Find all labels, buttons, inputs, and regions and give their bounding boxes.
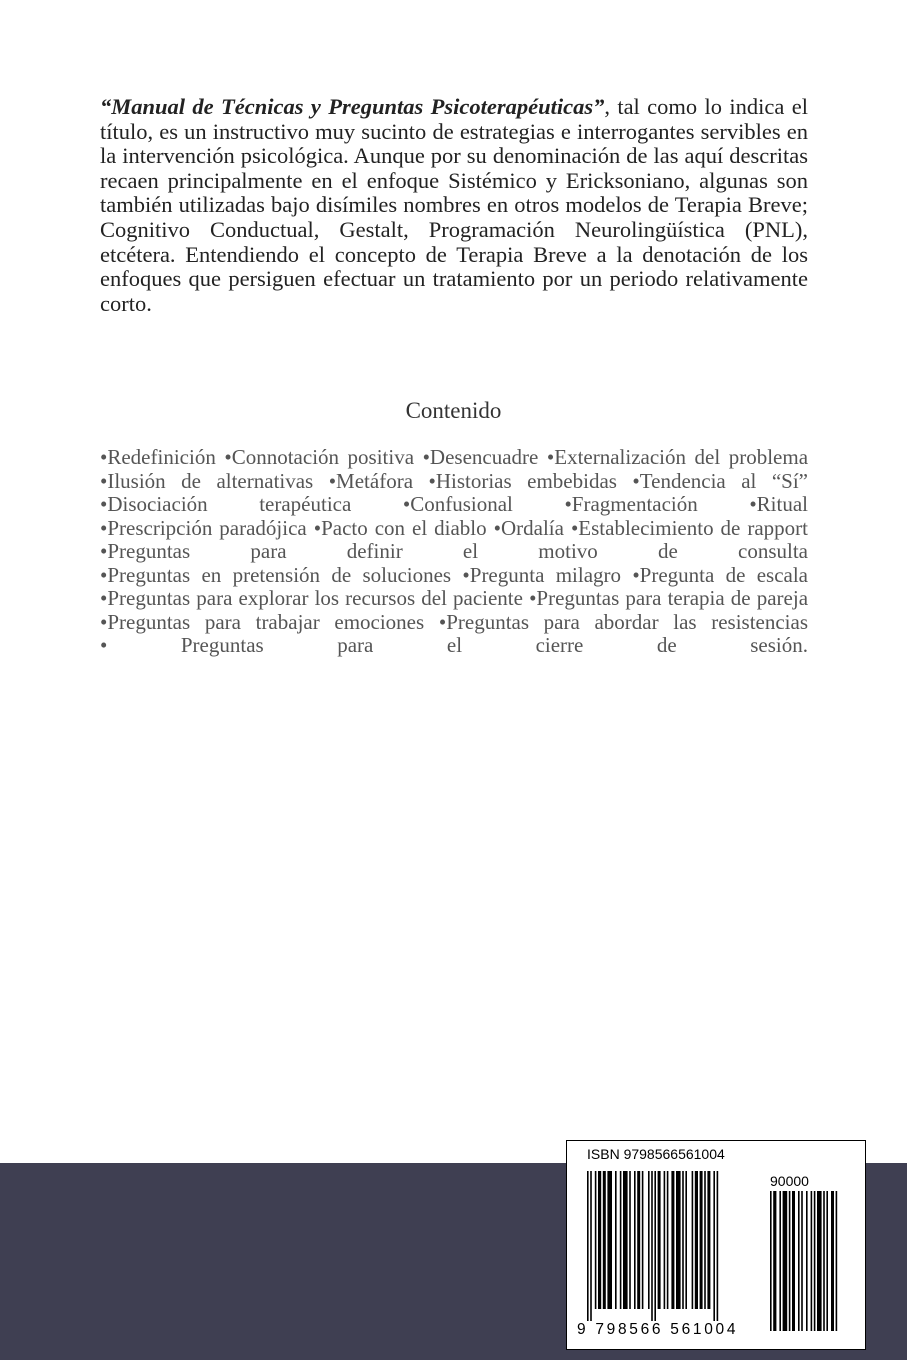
barcode-bar: [648, 1171, 650, 1309]
contents-item: •Establecimiento de rapport: [570, 515, 808, 540]
contents-item: •Preguntas para trabajar emociones: [100, 609, 425, 634]
barcode-bar: [607, 1171, 612, 1309]
contents-item: •Desencuadre: [422, 445, 539, 469]
barcode-bar: [620, 1171, 622, 1309]
contents-item: •Preguntas en pretensión de soluciones: [100, 562, 452, 587]
barcode-bar: [836, 1191, 838, 1331]
contents-item: •Pregunta de escala: [632, 562, 809, 587]
contents-item: •Tendencia al “Sí”: [632, 468, 808, 493]
barcode-bar: [779, 1191, 781, 1331]
barcode-bar: [595, 1171, 597, 1309]
addon-barcode: [770, 1191, 844, 1343]
barcode-bar: [707, 1171, 710, 1309]
ean-digits: 9 798566 561004: [577, 1321, 739, 1338]
contents-heading: Contenido: [405, 398, 502, 423]
barcode-bar: [770, 1191, 772, 1331]
barcode-bar: [637, 1171, 640, 1309]
barcode-bar: [831, 1191, 834, 1331]
contents-item: •Connotación positiva: [224, 445, 415, 469]
ean-barcode: [587, 1171, 757, 1329]
contents-item: •Redefinición: [100, 445, 216, 469]
contents-item: •Confusional: [402, 492, 513, 516]
barcode-bar: [692, 1171, 694, 1309]
barcode-bar: [814, 1191, 816, 1331]
barcode-bar: [826, 1191, 828, 1331]
barcode-bar: [587, 1171, 589, 1321]
barcode-bar: [664, 1171, 666, 1309]
contents-item: •Preguntas para explorar los recursos del paciente: [100, 586, 523, 610]
barcode-bar: [798, 1191, 800, 1331]
barcode-bar: [704, 1171, 706, 1309]
barcode-bar: [773, 1191, 776, 1331]
barcode-bar: [806, 1191, 808, 1331]
barcode-bar: [671, 1171, 674, 1309]
barcode-bar: [654, 1171, 656, 1321]
contents-item: •Historias embebidas: [428, 468, 617, 493]
barcode-bar: [667, 1171, 669, 1309]
barcode-bar: [700, 1171, 703, 1309]
barcode-bar: [634, 1171, 636, 1309]
barcode-bar: [717, 1171, 719, 1321]
barcode-bar: [811, 1191, 813, 1331]
barcode-bar: [713, 1171, 715, 1321]
contents-item: •Prescripción paradójica: [100, 515, 307, 540]
contents-item: •Pacto con el diablo: [313, 515, 487, 540]
intro-text: , tal como lo indica el título, es un instructivo muy sucinto de estrategias e interrogantes servibles en la intervención psicológica. Aunque por su denominación de las aquí descritas recaen principalmente en el enfoque Sistémico y Ericksoniano, algunas son también utilizadas bajo disímiles nombres en otros modelos de Terapia Breve; Cognitivo Conductual, Gestalt, Programación Neurolingüística (PNL), etcétera. Entendiendo el concepto de Terapia Breve a la denotación de los enfoques que persiguen efectuar un tratamiento por un periodo relativamente corto.: [100, 94, 808, 316]
contents-item: • Preguntas para el cierre de sesión.: [100, 633, 808, 657]
contents-item: •Preguntas para abordar las resistencias: [438, 609, 809, 634]
intro-paragraph: [100, 95, 808, 316]
contents-item: •Metáfora: [328, 468, 414, 493]
price-code: 90000: [770, 1173, 809, 1189]
barcode-bar: [789, 1191, 791, 1331]
barcode-bar: [598, 1171, 601, 1309]
contents-item: •Ordalía: [493, 515, 564, 540]
barcode-bar: [623, 1171, 628, 1309]
book-title: “Manual de Técnicas y Preguntas Psicoterapéuticas”: [100, 94, 605, 119]
contents-item: •Disociación terapéutica: [100, 492, 352, 516]
barcode-bar: [651, 1171, 653, 1321]
barcode-bar: [615, 1171, 617, 1309]
barcode-bar: [783, 1191, 788, 1331]
barcode-bar: [658, 1171, 661, 1309]
contents-item: •Ilusión de alternativas: [100, 468, 314, 493]
barcode-box: [566, 1140, 866, 1350]
barcode-bar: [629, 1171, 631, 1309]
contents-item: •Pregunta milagro: [462, 562, 622, 587]
barcode-bar: [823, 1191, 825, 1331]
barcode-bar: [590, 1171, 592, 1321]
barcode-bar: [682, 1171, 684, 1309]
isbn-label: ISBN 9798566561004: [587, 1146, 725, 1162]
barcode-bar: [642, 1171, 644, 1309]
barcode-bar: [817, 1191, 822, 1331]
contents-item: •Fragmentación: [564, 492, 698, 516]
barcode-bar: [792, 1191, 795, 1331]
contents-item: •Ritual: [749, 492, 809, 516]
contents-list: [100, 446, 808, 658]
barcode-bar: [603, 1171, 606, 1309]
contents-item: •Externalización del problema: [546, 445, 809, 469]
barcode-bar: [801, 1191, 803, 1331]
contents-item: •Preguntas para terapia de pareja: [529, 586, 809, 610]
barcode-bar: [695, 1171, 698, 1309]
barcode-bar: [676, 1171, 681, 1309]
barcode-bar: [685, 1171, 687, 1309]
contents-item: •Preguntas para definir el motivo de consulta: [100, 539, 808, 563]
